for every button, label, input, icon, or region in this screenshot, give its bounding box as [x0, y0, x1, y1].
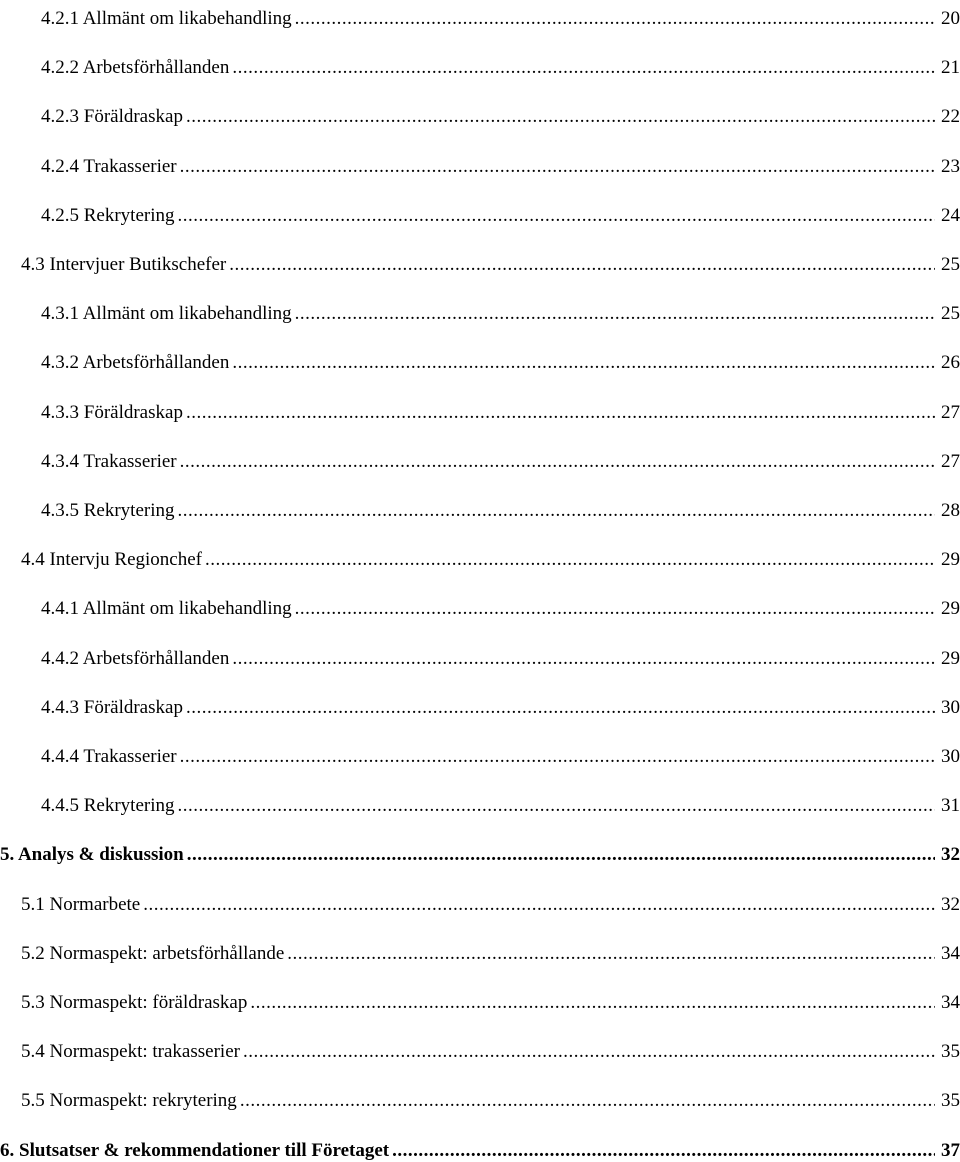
toc-dot-leader [143, 894, 935, 916]
toc-entry-title: 4.3.3 Föräldraskap [41, 402, 183, 423]
toc-dot-leader [187, 844, 935, 866]
toc-entry[interactable] [41, 443, 960, 473]
toc-entry-title: 4.3.1 Allmänt om likabehandling [41, 303, 292, 324]
toc-dot-leader [186, 106, 935, 128]
toc-entry-page-number: 29 [941, 598, 960, 619]
toc-entry-page-number: 30 [941, 697, 960, 718]
toc-dot-leader [180, 746, 935, 768]
toc-entry-title: 5.5 Normaspekt: rekrytering [21, 1090, 237, 1111]
toc-entry[interactable] [41, 344, 960, 374]
toc-entry[interactable] [41, 49, 960, 79]
toc-entry-page-number: 20 [941, 8, 960, 29]
toc-entry[interactable] [41, 640, 960, 670]
toc-entry-page-number: 26 [941, 352, 960, 373]
toc-entry-title: 4.2.3 Föräldraskap [41, 106, 183, 127]
toc-entry-title: 4.3.4 Trakasserier [41, 451, 177, 472]
toc-dot-leader [186, 697, 935, 719]
toc-dot-leader [186, 402, 935, 424]
toc-entry-title: 4.4.4 Trakasserier [41, 746, 177, 767]
toc-entry-page-number: 21 [941, 57, 960, 78]
toc-dot-leader [295, 598, 935, 620]
toc-entry[interactable] [41, 98, 960, 128]
toc-dot-leader [178, 205, 935, 227]
toc-entry-title: 4.4.2 Arbetsförhållanden [41, 648, 230, 669]
toc-entry-page-number: 32 [941, 844, 960, 865]
toc-entry[interactable] [21, 886, 960, 916]
toc-dot-leader [287, 943, 935, 965]
toc-entry-page-number: 34 [941, 992, 960, 1013]
toc-entry[interactable] [21, 935, 960, 965]
toc-entry-page-number: 25 [941, 254, 960, 275]
toc-entry-title: 4.3.2 Arbetsförhållanden [41, 352, 230, 373]
toc-entry[interactable] [41, 738, 960, 768]
toc-dot-leader [295, 8, 935, 30]
toc-entry-title: 4.4.3 Föräldraskap [41, 697, 183, 718]
toc-entry-title: 4.2.4 Trakasserier [41, 156, 177, 177]
toc-entry-page-number: 23 [941, 156, 960, 177]
toc-dot-leader [178, 500, 935, 522]
toc-entry-title: 4.4 Intervju Regionchef [21, 549, 202, 570]
toc-entry-title: 5.4 Normaspekt: trakasserier [21, 1041, 240, 1062]
toc-entry[interactable] [41, 394, 960, 424]
toc-entry-page-number: 31 [941, 795, 960, 816]
toc-entry-page-number: 35 [941, 1041, 960, 1062]
toc-entry[interactable] [41, 590, 960, 620]
toc-dot-leader [180, 451, 935, 473]
toc-entry[interactable] [41, 787, 960, 817]
toc-entry-title: 4.3.5 Rekrytering [41, 500, 175, 521]
toc-entry[interactable] [41, 295, 960, 325]
toc-dot-leader [250, 992, 935, 1014]
toc-entry[interactable] [41, 689, 960, 719]
toc-entry-page-number: 27 [941, 451, 960, 472]
toc-entry[interactable] [0, 836, 960, 866]
toc-entry-page-number: 28 [941, 500, 960, 521]
toc-entry-page-number: 27 [941, 402, 960, 423]
toc-entry-page-number: 29 [941, 648, 960, 669]
toc-dot-leader [180, 156, 935, 178]
toc-entry[interactable] [41, 492, 960, 522]
toc-entry-title: 4.2.5 Rekrytering [41, 205, 175, 226]
toc-entry-title: 6. Slutsatser & rekommendationer till Företaget [0, 1140, 390, 1161]
toc-entry[interactable] [21, 984, 960, 1014]
toc-entry-page-number: 37 [941, 1140, 960, 1161]
toc-entry-page-number: 25 [941, 303, 960, 324]
toc-entry-page-number: 22 [941, 106, 960, 127]
toc-entry-page-number: 24 [941, 205, 960, 226]
toc-entry-title: 5.1 Normarbete [21, 894, 141, 915]
toc-entry-title: 4.4.1 Allmänt om likabehandling [41, 598, 292, 619]
toc-entry[interactable] [21, 1082, 960, 1112]
toc-dot-leader [392, 1140, 935, 1162]
toc-entry-title: 5. Analys & diskussion [0, 844, 184, 865]
toc-dot-leader [232, 648, 935, 670]
toc-entry[interactable] [21, 1033, 960, 1063]
toc-dot-leader [232, 57, 935, 79]
toc-entry[interactable] [21, 246, 960, 276]
toc-dot-leader [205, 549, 935, 571]
toc-entry-title: 5.3 Normaspekt: föräldraskap [21, 992, 248, 1013]
toc-entry-page-number: 34 [941, 943, 960, 964]
toc-entry-page-number: 35 [941, 1090, 960, 1111]
toc-dot-leader [178, 795, 935, 817]
toc-dot-leader [295, 303, 935, 325]
toc-entry-page-number: 29 [941, 549, 960, 570]
toc-entry-title: 4.4.5 Rekrytering [41, 795, 175, 816]
toc-dot-leader [232, 352, 935, 374]
toc-dot-leader [243, 1041, 935, 1063]
toc-entry-title: 4.3 Intervjuer Butikschefer [21, 254, 227, 275]
toc-entry-page-number: 30 [941, 746, 960, 767]
toc-entry[interactable] [21, 541, 960, 571]
toc-entry-page-number: 32 [941, 894, 960, 915]
toc-entry[interactable] [0, 1132, 960, 1162]
toc-entry-title: 5.2 Normaspekt: arbetsförhållande [21, 943, 285, 964]
toc-entry[interactable] [41, 0, 960, 30]
toc-dot-leader [240, 1090, 935, 1112]
toc-entry-title: 4.2.1 Allmänt om likabehandling [41, 8, 292, 29]
toc-entry-title: 4.2.2 Arbetsförhållanden [41, 57, 230, 78]
toc-entry[interactable] [41, 197, 960, 227]
toc-entry[interactable] [41, 148, 960, 178]
toc-dot-leader [229, 254, 935, 276]
